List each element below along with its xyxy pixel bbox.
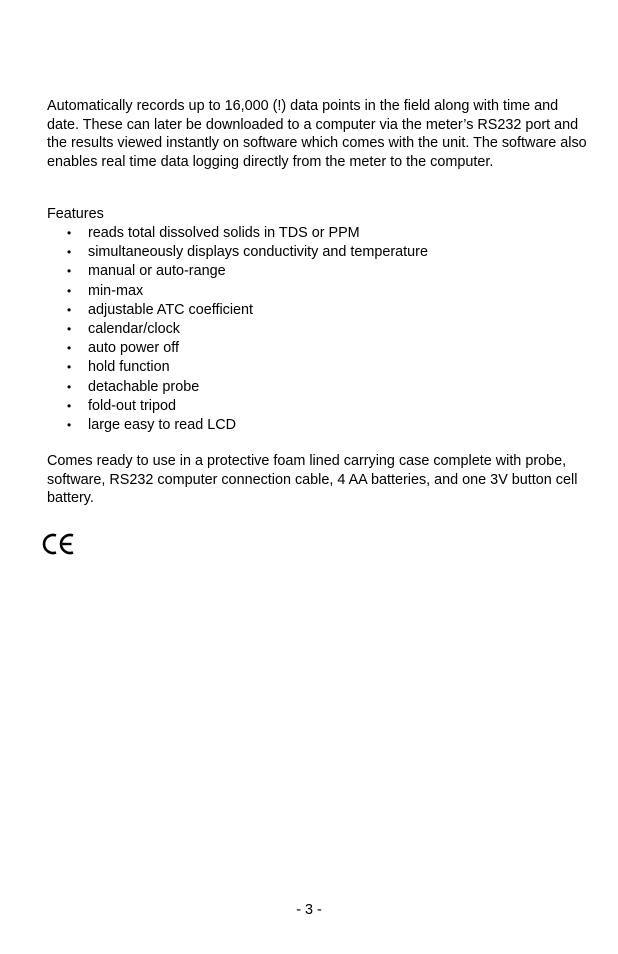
list-item	[47, 339, 428, 358]
features-heading: Features	[47, 206, 104, 222]
list-item-text: detachable probe	[88, 378, 200, 395]
list-item-text: reads total dissolved solids in TDS or PPM	[88, 225, 360, 241]
bullet-icon: •	[67, 322, 72, 337]
list-item	[47, 358, 428, 377]
list-item-text: simultaneously displays conductivity and temperature	[88, 244, 428, 261]
list-item	[47, 320, 428, 339]
list-item	[47, 416, 428, 435]
list-item	[47, 224, 428, 243]
bullet-icon: •	[67, 245, 72, 260]
intro-paragraph: Automatically records up to 16,000 (!) data points in the field along with time and date. These can later be downloaded to a computer via the meter’s RS232 port and the results viewed instantly on software which comes with the unit. The software also enables real time data logging directly from the meter to the computer.	[47, 98, 587, 170]
list-item	[47, 243, 428, 262]
list-item	[47, 378, 428, 397]
bullet-icon: •	[67, 341, 72, 356]
page-number: - 3 -	[296, 902, 322, 918]
list-item	[47, 262, 428, 281]
list-item-text: min-max	[88, 282, 144, 299]
ce-mark-icon	[42, 532, 76, 556]
list-item-text: adjustable ATC coefficient	[88, 301, 254, 318]
closing-paragraph: Comes ready to use in a protective foam lined carrying case complete with probe, software, RS232 computer connection cable, 4 AA batteries, and one 3V button cell battery.	[47, 453, 578, 506]
list-item-text: auto power off	[88, 340, 179, 357]
list-item-text: fold-out tripod	[88, 397, 176, 414]
bullet-icon: •	[67, 398, 72, 413]
bullet-icon: •	[67, 264, 72, 279]
bullet-icon: •	[67, 302, 72, 317]
bullet-icon: •	[67, 379, 72, 394]
features-list	[47, 224, 428, 435]
bullet-icon: •	[67, 418, 72, 433]
bullet-icon: •	[67, 283, 72, 298]
bullet-icon: •	[67, 360, 72, 375]
list-item	[47, 397, 428, 416]
list-item-text: manual or auto-range	[88, 263, 226, 280]
list-item	[47, 282, 428, 301]
list-item-text: large easy to read LCD	[88, 417, 236, 434]
list-item	[47, 301, 428, 320]
bullet-icon: •	[67, 226, 72, 240]
list-item-text: calendar/clock	[88, 321, 180, 338]
list-item-text: hold function	[88, 359, 170, 376]
